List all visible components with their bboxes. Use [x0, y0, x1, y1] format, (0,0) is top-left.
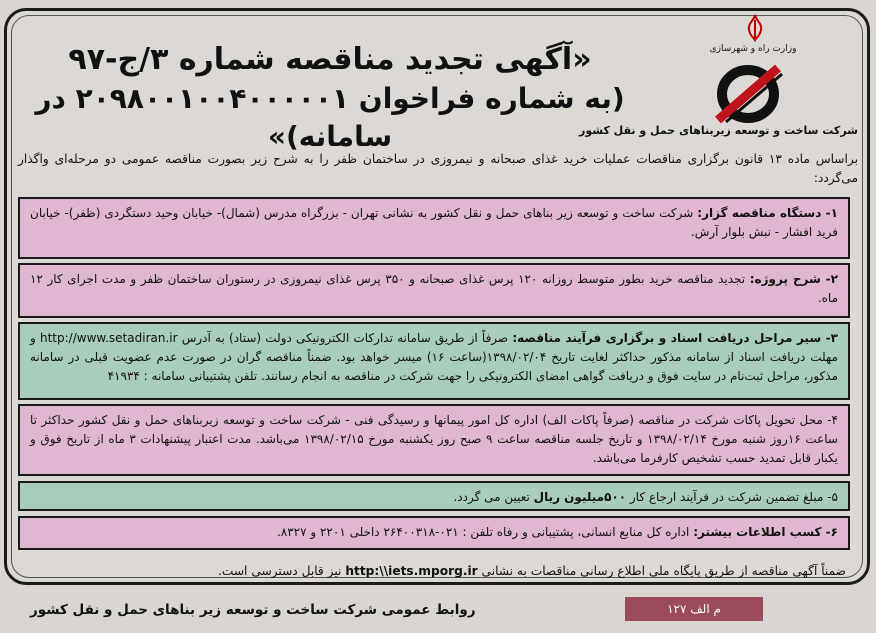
guarantee-amount: ۵۰۰میلیون ریال [533, 490, 627, 504]
iets-link[interactable]: http:\\iets.mporg.ir [345, 564, 478, 578]
company-name: شرکت ساخت و توسعه زیربناهای حمل و نقل کشور [579, 124, 858, 137]
title-line-2: (به شماره فراخوان ۲۰۹۸۰۰۱۰۰۴۰۰۰۰۰۱ در سامانه)» [35, 82, 625, 153]
section-organizer [18, 197, 850, 259]
section-heading: ۶- کسب اطلاعات بیشتر: [693, 525, 838, 539]
section-text-after: تعیین می گردد. [453, 490, 534, 504]
section-project [18, 263, 850, 318]
footer-note-text: ضمناً آگهی مناقصه از طریق پایگاه ملی اطلاع رسانی مناقصات به نشانی [477, 564, 846, 578]
section-text: تجدید مناقصه خرید بطور متوسط روزانه ۱۲۰ پرس غذای صبحانه و ۳۵۰ پرس غذای نیمروزی در رستوران ساختمان ظفر و مدت اجرای کار ۱۲ ماه. [30, 272, 838, 305]
section-delivery [18, 404, 850, 476]
ad-title [30, 40, 630, 156]
footer-note [18, 564, 846, 578]
iran-emblem-icon [740, 14, 770, 42]
intro-text: براساس ماده ۱۳ قانون برگزاری مناقصات عملیات خرید غذای صبحانه و نیمروزی در ساختمان ظفر را به شرح زیر بصورت مناقصه عمومی دو مرحله‌ای واگذار می‌گردد: [18, 152, 858, 185]
company-logo-icon [708, 60, 788, 124]
section-text: صرفاً از طریق سامانه تدارکات الکترونیکی دولت (ستاد) به آدرس http://www.setadiran.ir و مهلت دریافت اسناد از سامانه مذکور حداکثر لغایت تاریخ ۱۳۹۸/۰۲/۰۴(ساعت ۱۶) میسر خواهد بود. ضمناً مناقصه گران در صورت عدم عضویت قبلی در سامانه مذکور، مراحل ثبت‌نام در سایت فوق و دریافت گواهی امضای الکترونیکی را جهت شرکت در مناقصه به انجام رسانند. تلفن پشتیبانی سامانه : ۴۱۹۳۴ [30, 331, 838, 383]
ad-code-badge: م الف ۱۲۷ [625, 597, 763, 621]
section-heading: ۳- سیر مراحل دریافت اسناد و برگزاری فرآیند مناقصه: [512, 331, 838, 345]
section-heading: ۲- شرح پروژه: [749, 272, 838, 286]
section-procedure [18, 322, 850, 400]
footer-note-text-after: نیز قابل دسترسی است. [218, 564, 346, 578]
section-heading: ۱- دستگاه مناقصه گزار: [697, 206, 838, 220]
section-text: اداره کل منابع انسانی، پشتیبانی و رفاه تلفن : ۰۲۱-۲۶۴۰۰۳۱۸ داخلی ۲۲۰۱ و ۸۳۲۷. [276, 525, 694, 539]
section-contact [18, 516, 850, 550]
section-text: شرکت ساخت و توسعه زیر بناهای حمل و نقل کشور به نشانی تهران - بزرگراه مدرس (شمال)- خیابان وحید دستگردی (ظفر)- خیابان فرید افشار - نبش بلوار آرش. [30, 206, 838, 239]
section-text: ۵- مبلغ تضمین شرکت در فرآیند ارجاع کار [626, 490, 838, 504]
public-relations-signature: روابط عمومی شرکت ساخت و توسعه زیر بناهای حمل و نقل کشور [30, 602, 476, 618]
ministry-name: وزارت راه و شهرسازی [709, 44, 797, 54]
section-guarantee [18, 481, 850, 511]
logo-block [579, 10, 858, 140]
title-line-1: «آگهی تجدید مناقصه شماره ۳/ج-۹۷ [68, 42, 592, 77]
section-text: ۴- محل تحویل پاکات شرکت در مناقصه (صرفاً پاکات الف) اداره کل امور پیمانها و رسیدگی فنی - شرکت ساخت و توسعه زیربناهای حمل و نقل کشور حداکثر تا ساعت ۱۶روز شنبه مورخ ۱۳۹۸/۰۲/۱۴ و تاریخ جلسه مناقصه ساعت ۹ صبح روز یکشنبه مورخ ۱۳۹۸/۰۲/۱۵ می‌باشد. مدت اعتبار پیشنهادات ۳ ماه از تاریخ فوق و یکبار قابل تمدید حسب تشخیص کارفرما می‌باشد. [30, 413, 838, 465]
